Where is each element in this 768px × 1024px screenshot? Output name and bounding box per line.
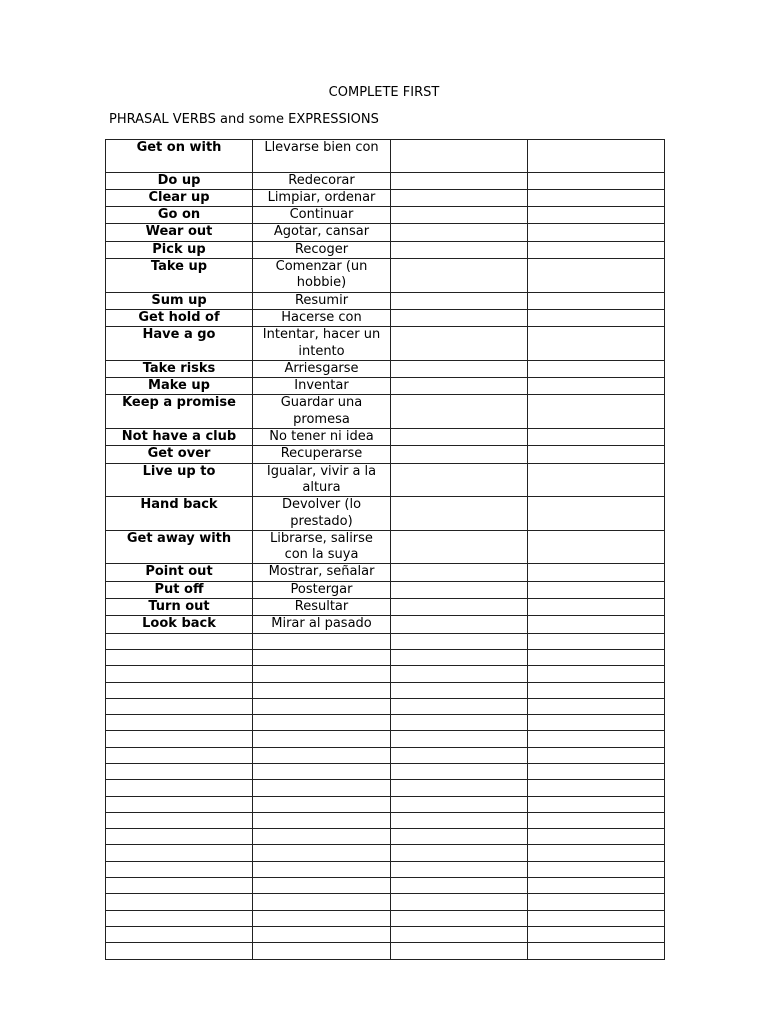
phrasal-verb-cell: Have a go (106, 327, 253, 361)
empty-cell (528, 845, 665, 861)
table-row (106, 292, 665, 309)
empty-cell (253, 633, 391, 649)
blank-table-row (106, 910, 665, 926)
empty-cell (391, 861, 528, 877)
empty-cell (528, 564, 665, 581)
empty-cell (528, 309, 665, 326)
phrasal-verb-cell: Make up (106, 378, 253, 395)
empty-cell (391, 140, 528, 173)
blank-table-row (106, 780, 665, 796)
empty-cell (106, 715, 253, 731)
table-row (106, 616, 665, 633)
phrasal-verb-cell: Sum up (106, 292, 253, 309)
meaning-cell: Limpiar, ordenar (253, 189, 391, 206)
empty-cell (528, 731, 665, 747)
empty-cell (253, 845, 391, 861)
blank-table-row (106, 812, 665, 828)
empty-cell (391, 207, 528, 224)
blank-table-row (106, 698, 665, 714)
empty-cell (528, 878, 665, 894)
empty-cell (528, 497, 665, 531)
phrasal-verb-cell: Keep a promise (106, 395, 253, 429)
empty-cell (391, 189, 528, 206)
empty-cell (253, 780, 391, 796)
empty-cell (528, 446, 665, 463)
table-row (106, 224, 665, 241)
document-subtitle: PHRASAL VERBS and some EXPRESSIONS (109, 112, 379, 127)
empty-cell (528, 429, 665, 446)
meaning-cell: Inventar (253, 378, 391, 395)
empty-cell (391, 360, 528, 377)
empty-cell (391, 829, 528, 845)
empty-cell (253, 812, 391, 828)
empty-cell (253, 666, 391, 682)
empty-cell (391, 429, 528, 446)
empty-cell (106, 763, 253, 779)
meaning-cell: Postergar (253, 581, 391, 598)
meaning-cell: Mostrar, señalar (253, 564, 391, 581)
table-row (106, 207, 665, 224)
empty-cell (253, 943, 391, 959)
empty-cell (106, 861, 253, 877)
blank-table-row (106, 894, 665, 910)
table-row (106, 599, 665, 616)
table-row (106, 172, 665, 189)
empty-cell (528, 463, 665, 497)
blank-table-row (106, 878, 665, 894)
empty-cell (106, 894, 253, 910)
empty-cell (391, 616, 528, 633)
phrasal-verb-cell: Take risks (106, 360, 253, 377)
phrasal-verb-cell: Hand back (106, 497, 253, 531)
empty-cell (528, 224, 665, 241)
empty-cell (106, 682, 253, 698)
empty-cell (391, 845, 528, 861)
empty-cell (391, 530, 528, 564)
empty-cell (391, 763, 528, 779)
empty-cell (528, 698, 665, 714)
empty-cell (391, 172, 528, 189)
blank-table-row (106, 649, 665, 665)
empty-cell (106, 780, 253, 796)
empty-cell (528, 172, 665, 189)
empty-cell (391, 463, 528, 497)
empty-cell (528, 926, 665, 942)
empty-cell (253, 698, 391, 714)
empty-cell (528, 292, 665, 309)
blank-table-row (106, 796, 665, 812)
empty-cell (391, 682, 528, 698)
table-row (106, 327, 665, 361)
empty-cell (106, 731, 253, 747)
empty-cell (528, 682, 665, 698)
phrasal-verbs-table-body (106, 140, 665, 960)
meaning-cell: Recoger (253, 241, 391, 258)
meaning-cell: Continuar (253, 207, 391, 224)
blank-table-row (106, 666, 665, 682)
phrasal-verb-cell: Look back (106, 616, 253, 633)
empty-cell (528, 796, 665, 812)
table-row (106, 140, 665, 173)
empty-cell (528, 829, 665, 845)
empty-cell (528, 530, 665, 564)
empty-cell (106, 926, 253, 942)
table-row (106, 259, 665, 293)
empty-cell (106, 747, 253, 763)
blank-table-row (106, 763, 665, 779)
empty-cell (391, 309, 528, 326)
empty-cell (528, 140, 665, 173)
empty-cell (253, 747, 391, 763)
empty-cell (253, 731, 391, 747)
phrasal-verb-cell: Get away with (106, 530, 253, 564)
empty-cell (391, 796, 528, 812)
empty-cell (528, 666, 665, 682)
empty-cell (106, 666, 253, 682)
empty-cell (528, 599, 665, 616)
empty-cell (528, 327, 665, 361)
empty-cell (528, 894, 665, 910)
empty-cell (391, 327, 528, 361)
blank-table-row (106, 633, 665, 649)
meaning-cell: Redecorar (253, 172, 391, 189)
phrasal-verb-cell: Clear up (106, 189, 253, 206)
blank-table-row (106, 829, 665, 845)
phrasal-verb-cell: Point out (106, 564, 253, 581)
meaning-cell: Resultar (253, 599, 391, 616)
empty-cell (391, 378, 528, 395)
empty-cell (528, 616, 665, 633)
empty-cell (391, 666, 528, 682)
empty-cell (528, 780, 665, 796)
blank-table-row (106, 747, 665, 763)
table-row (106, 378, 665, 395)
empty-cell (253, 861, 391, 877)
table-row (106, 189, 665, 206)
empty-cell (391, 894, 528, 910)
empty-cell (106, 910, 253, 926)
empty-cell (528, 189, 665, 206)
empty-cell (106, 845, 253, 861)
empty-cell (528, 861, 665, 877)
empty-cell (391, 224, 528, 241)
table-row (106, 360, 665, 377)
table-row (106, 429, 665, 446)
table-row (106, 581, 665, 598)
empty-cell (391, 731, 528, 747)
empty-cell (253, 715, 391, 731)
blank-table-row (106, 845, 665, 861)
empty-cell (253, 763, 391, 779)
empty-cell (106, 633, 253, 649)
empty-cell (253, 894, 391, 910)
empty-cell (253, 649, 391, 665)
empty-cell (391, 910, 528, 926)
phrasal-verb-cell: Live up to (106, 463, 253, 497)
empty-cell (391, 395, 528, 429)
empty-cell (528, 378, 665, 395)
empty-cell (391, 564, 528, 581)
empty-cell (528, 747, 665, 763)
empty-cell (391, 633, 528, 649)
document-title: COMPLETE FIRST (328, 85, 440, 100)
table-row (106, 530, 665, 564)
empty-cell (106, 878, 253, 894)
empty-cell (253, 829, 391, 845)
table-row (106, 309, 665, 326)
empty-cell (391, 599, 528, 616)
meaning-cell: Comenzar (un hobbie) (253, 259, 391, 293)
meaning-cell: Devolver (lo prestado) (253, 497, 391, 531)
empty-cell (528, 633, 665, 649)
empty-cell (391, 446, 528, 463)
empty-cell (391, 581, 528, 598)
empty-cell (391, 878, 528, 894)
empty-cell (391, 715, 528, 731)
empty-cell (106, 698, 253, 714)
blank-table-row (106, 861, 665, 877)
table-row (106, 241, 665, 258)
empty-cell (106, 812, 253, 828)
empty-cell (528, 241, 665, 258)
empty-cell (253, 910, 391, 926)
empty-cell (253, 796, 391, 812)
meaning-cell: Arriesgarse (253, 360, 391, 377)
empty-cell (528, 910, 665, 926)
meaning-cell: Intentar, hacer un intento (253, 327, 391, 361)
table-row (106, 446, 665, 463)
empty-cell (528, 649, 665, 665)
table-row (106, 463, 665, 497)
phrasal-verb-cell: Get on with (106, 140, 253, 173)
empty-cell (106, 649, 253, 665)
empty-cell (391, 497, 528, 531)
empty-cell (391, 926, 528, 942)
phrasal-verb-cell: Turn out (106, 599, 253, 616)
phrasal-verb-cell: Get over (106, 446, 253, 463)
meaning-cell: Recuperarse (253, 446, 391, 463)
phrasal-verb-cell: Get hold of (106, 309, 253, 326)
blank-table-row (106, 731, 665, 747)
empty-cell (528, 395, 665, 429)
empty-cell (253, 682, 391, 698)
phrasal-verb-cell: Take up (106, 259, 253, 293)
empty-cell (528, 943, 665, 959)
phrasal-verb-cell: Do up (106, 172, 253, 189)
empty-cell (106, 943, 253, 959)
phrasal-verb-cell: Wear out (106, 224, 253, 241)
phrasal-verbs-table (105, 139, 665, 960)
blank-table-row (106, 715, 665, 731)
empty-cell (106, 796, 253, 812)
empty-cell (528, 207, 665, 224)
empty-cell (253, 926, 391, 942)
table-row (106, 564, 665, 581)
blank-table-row (106, 943, 665, 959)
empty-cell (391, 780, 528, 796)
empty-cell (391, 292, 528, 309)
meaning-cell: Librarse, salirse con la suya (253, 530, 391, 564)
meaning-cell: No tener ni idea (253, 429, 391, 446)
empty-cell (528, 360, 665, 377)
empty-cell (391, 649, 528, 665)
table-row (106, 497, 665, 531)
meaning-cell: Mirar al pasado (253, 616, 391, 633)
empty-cell (528, 812, 665, 828)
empty-cell (528, 763, 665, 779)
phrasal-verb-cell: Not have a club (106, 429, 253, 446)
blank-table-row (106, 926, 665, 942)
empty-cell (391, 241, 528, 258)
meaning-cell: Llevarse bien con (253, 140, 391, 173)
empty-cell (391, 259, 528, 293)
meaning-cell: Guardar una promesa (253, 395, 391, 429)
empty-cell (528, 715, 665, 731)
empty-cell (528, 259, 665, 293)
phrasal-verb-cell: Put off (106, 581, 253, 598)
table-row (106, 395, 665, 429)
meaning-cell: Hacerse con (253, 309, 391, 326)
empty-cell (391, 812, 528, 828)
empty-cell (391, 943, 528, 959)
empty-cell (528, 581, 665, 598)
empty-cell (391, 698, 528, 714)
phrasal-verb-cell: Pick up (106, 241, 253, 258)
meaning-cell: Igualar, vivir a la altura (253, 463, 391, 497)
empty-cell (391, 747, 528, 763)
blank-table-row (106, 682, 665, 698)
meaning-cell: Agotar, cansar (253, 224, 391, 241)
empty-cell (106, 829, 253, 845)
phrasal-verb-cell: Go on (106, 207, 253, 224)
meaning-cell: Resumir (253, 292, 391, 309)
empty-cell (253, 878, 391, 894)
